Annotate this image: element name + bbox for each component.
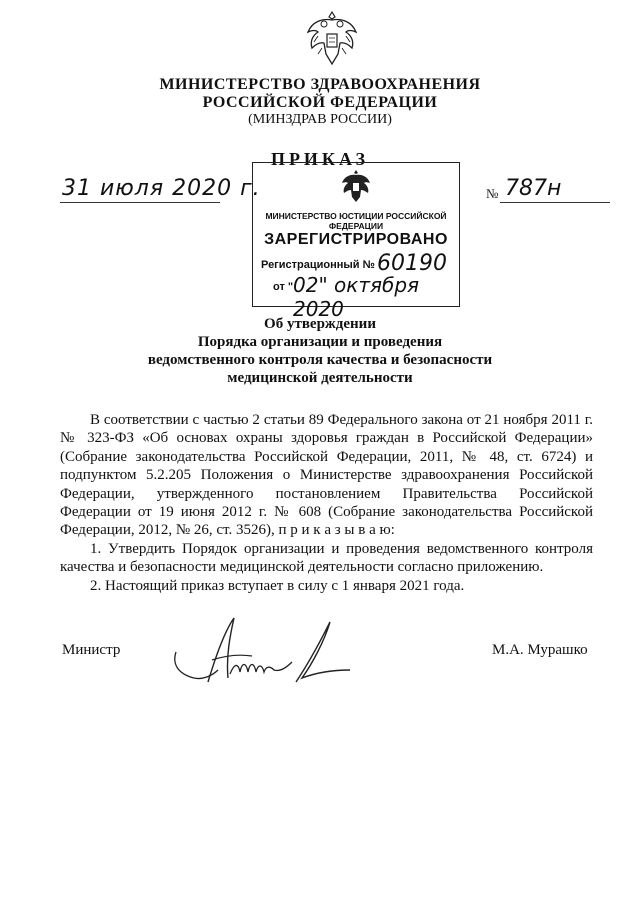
- handwritten-signature-icon: [168, 612, 358, 697]
- number-underline: [500, 202, 610, 203]
- intro-paragraph: В соответствии с частью 2 статьи 89 Федерального закона от 21 ноября 2011 г. № 323-ФЗ «Об основах охраны здоровья граждан в Российской Федерации» (Собрание законодательства Российской Федерации, 2011, № 48, ст. 6724) и подпунктом 5.2.205 Положения о Министерстве здравоохранения Российской Федерации, утвержденного постановлением Правительства Российской Федерации от 19 июня 2012 г. № 608 (Собрание законодательства Российской Федерации, 2012, № 26, ст. 3526), п р и к а з ы в а ю:: [60, 412, 593, 539]
- order-number: 787н: [505, 176, 562, 201]
- stamp-registered: ЗАРЕГИСТРИРОВАНО: [264, 231, 448, 248]
- subject-line-2: Порядка организации и проведения: [197, 334, 443, 350]
- ministry-name-line2: РОССИЙСКОЙ ФЕДЕРАЦИИ: [202, 94, 438, 111]
- subject-line-4: медицинской деятельности: [227, 370, 413, 386]
- order-item-2: 2. Настоящий приказ вступает в силу с 1 января 2021 года.: [90, 578, 465, 594]
- signer-title: Министр: [62, 642, 121, 658]
- ministry-short-name: (МИНЗДРАВ РОССИИ): [248, 112, 392, 127]
- document-type-title: ПРИКАЗ: [270, 149, 370, 169]
- date-underline: [60, 202, 220, 203]
- stamp-registration-label: Регистрационный №: [261, 259, 375, 271]
- order-date: 31 июля 2020 г.: [62, 176, 261, 201]
- subject-line-1: Об утверждении: [264, 316, 376, 332]
- stamp-registration-number: 60190: [377, 251, 447, 276]
- signer-name: М.А. Мурашко: [492, 642, 588, 658]
- order-number-label: №: [486, 186, 499, 201]
- stamp-from-label: от ": [273, 281, 294, 293]
- coat-of-arms-emblem-icon: [304, 8, 360, 70]
- order-item-1: 1. Утвердить Порядок организации и проведения ведомственного контроля качества и безопасности медицинской деятельности согласно приложению.: [60, 541, 593, 576]
- stamp-ministry: МИНИСТЕРСТВО ЮСТИЦИИ РОССИЙСКОЙ ФЕДЕРАЦИИ: [265, 211, 447, 231]
- ministry-name-line1: МИНИСТЕРСТВО ЗДРАВООХРАНЕНИЯ: [159, 76, 481, 93]
- subject-line-3: ведомственного контроля качества и безопасности: [147, 352, 493, 368]
- stamp-registration-date: 02" октября 2020: [293, 273, 420, 321]
- registration-stamp: [252, 162, 460, 321]
- stamp-eagle-icon: [339, 169, 373, 205]
